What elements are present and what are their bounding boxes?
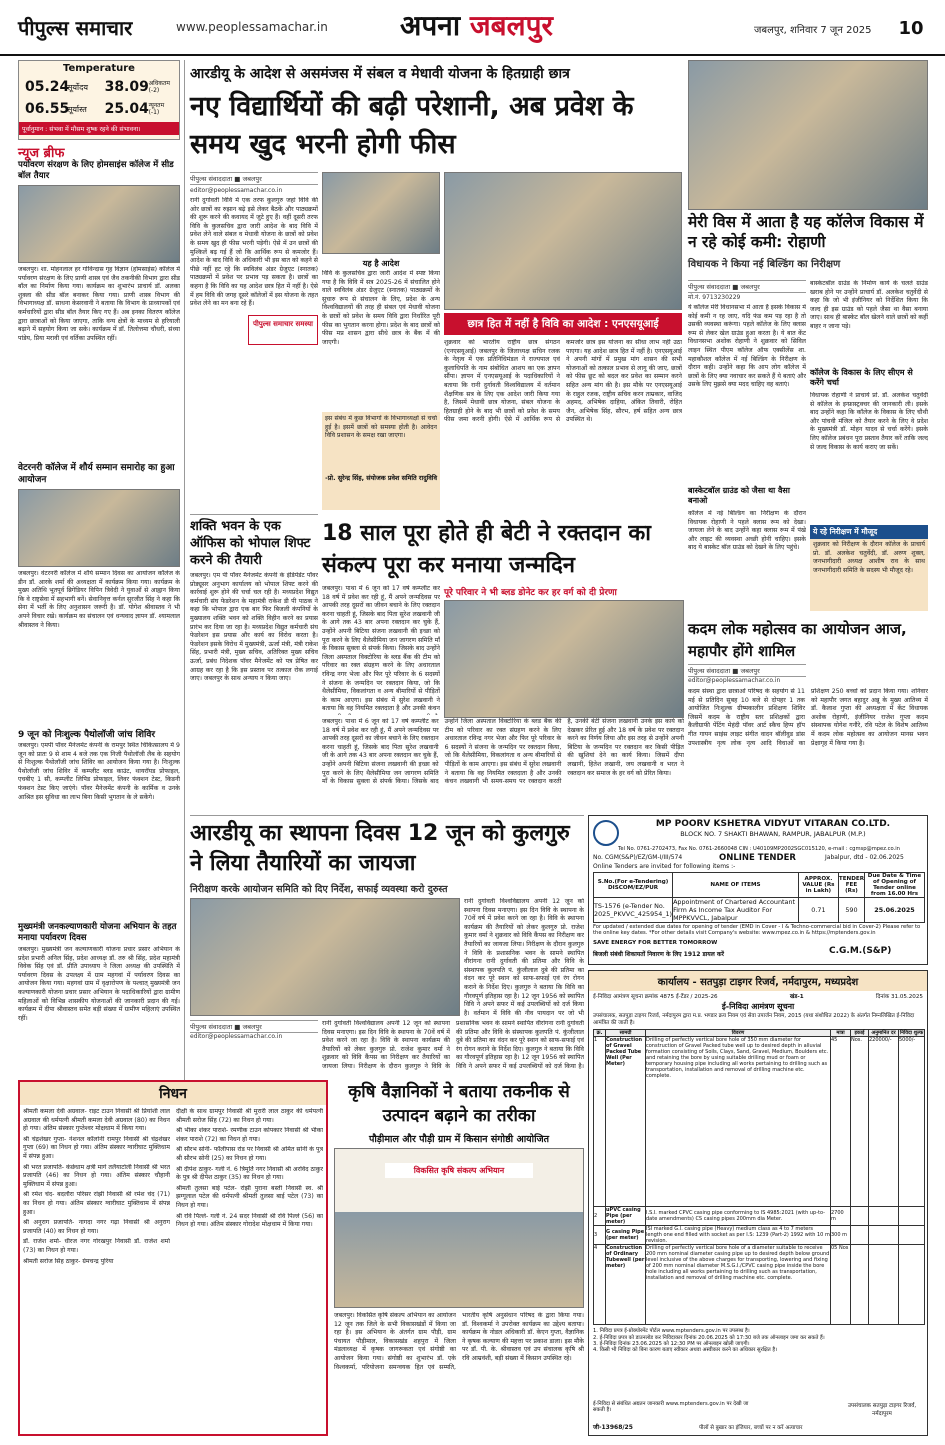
sunset-time: 06.55 xyxy=(25,101,70,117)
rdu-fees-headline: नए विद्यार्थियों की बढ़ी परेशानी, अब प्रवेश के समय खुद भरनी होगी फीस xyxy=(190,91,634,160)
brief-4-headline: मुख्यमंत्री जनकल्याणकारी योजना अभियान के तहत मनाया पर्यावरण दिवस xyxy=(18,922,177,943)
site-url[interactable]: www.peoplessamachar.in xyxy=(176,20,328,34)
college-visit-body: ये कॉलेज मेरी विधानसभा में आता है इसके विकास में कोई कमी न रह जाए, यदि फंड कम पड़ रहा है तो उसकी व्यवस्था करूंगा। पहले कॉलेज के लिए क्लास रूम से लेकर खेल ग्राउंड हुआ करता है। ये बात केंट विधानसभा अशोक रोहाणी ने शुक्रवार को सिविल लाइन स्थित पीएम कॉलेज ऑफ एक्सीलेंस शा. महाकौशल कॉलेज में नई बिल्डिंग के निरीक्षण के दौरान कही। उन्होंने कहा कि आप लोग कॉलेज में छात्रों के लिए क्या नवाचार कर सकते हैं ये बताएं और उसके लिए मुझसे क्या मदद चाहिए वह बताएं। xyxy=(688,304,806,389)
brief-2-headline: वेटरनरी कॉलेज में शौर्य सम्मान समारोह का हुआ आयोजन xyxy=(18,463,175,485)
nidhan-entry: श्रीमती तुलसा बाई पटेल- रांझी पुराना बस्ती निवासी स्व. श्री झग्गूलाल पटेल की धर्मपत्नी श्रीमती तुलसा बाई पटेल (73) का निधन हो गया। xyxy=(176,1184,323,1209)
rdu-fees-body-left: रानी दुर्गावती विवि में एक तरफ कुलगुरु जहां विवि की ओर छात्रों का रुझान बढ़े इसे लेकर बैठकें और पाठ्यक्रमों की शुरू करने की कवायद में जुटे हुए हैं। वहीं दूसरी तरफ विवि के कुलसचिव द्वारा जारी आदेश के बाद विवि में प्रवेश लेने वाले संबल व मेधावी योजना के छात्रों को प्रवेश के समय खुद ही फीस भरनी पड़ेगी। ऐसे में उन छात्रों की मुश्किलें बढ़ गई हैं जो कि आर्थिक रूप से कमजोर हैं। आदेश के बाद विवि के अधिकारी भी इस बात को कहने से पीछे नहीं हट रहे कि स्वविलंब अंडर ग्रेजुएट (स्नातक) पाठ्यक्रमों में प्रवेश पर प्रभाव पड़ सकता है। छात्रों का कहना है कि विवि का यह आदेश छात्र हित में नहीं है। ऐसे में हम विवि की जगह दूसरे कॉलेजों में इस योजना के तहत प्रवेश लेने का मन बना रहे हैं। xyxy=(190,197,318,308)
present-sidebar-body: शुक्रवार को निरीक्षण के दौरान कॉलेज के प्राचार्य प्रो. डॉ. अलकेश चतुर्वेदी, डॉ. अरुण शुक्ल, जनभागीदारी अध्यक्ष आशीष राव के साथ जनभागीदारी समिति के सदस्य भी मौजूद रहे। xyxy=(813,541,925,574)
nidhan-entry: दीक्षी के साथ ग्रामपुर निवासी श्री मुरारी लाल ठाकुर की धर्मपत्नी श्रीमती सरोज सिंह (72) का निधन हो गया। xyxy=(176,1108,323,1124)
mla-visit-photo xyxy=(688,60,928,210)
rdu-fees-byline-box xyxy=(190,172,318,194)
college-visit-deck: विधायक ने किया नई बिल्डिंग का निरीक्षण xyxy=(688,259,841,270)
vvn-logo xyxy=(593,820,619,846)
row-rate xyxy=(869,1245,899,1325)
nidhan-entry: श्री दीपेश ठाकुर- गली नं. 6 त्रिमूर्ति नगर निवासी श्री अरविंद ठाकुर के पुत्र श्री दीपेश ठाकुर (35) का निधन हो गया। xyxy=(176,1165,323,1182)
blood-donation-deck: पूरे परिवार ने भी ब्लड डोनेट कर हर वर्ग को दी प्रेरणा xyxy=(444,588,617,598)
vvn-table xyxy=(593,872,925,923)
satpura-col: इकाई xyxy=(851,1030,869,1037)
nidhan-entry: श्री अनुराग प्रजापति- नागदा नगर गढ़ा निवासी श्री अनुराग प्रजापति (40) का निधन हो गया। xyxy=(23,1219,170,1235)
brief-1-photo xyxy=(18,185,180,263)
vvn-company: MP POORV KSHETRA VIDYUT VITARAN CO.LTD. xyxy=(655,819,891,829)
rdu-fees-kicker: आरडीयू के आदेश से असमंजस में संबल व मेधावी योजना के हितग्राही छात्र xyxy=(190,66,570,82)
satpura-subtitle: ई-निविदा आमंत्रण सूचना xyxy=(721,1002,795,1011)
forecast: पूर्वानुमान : संभवा में मौसम शुष्क रहने की संभावना। xyxy=(19,122,179,135)
rdu-foundation-email[interactable]: editor@peoplessamachar.co.in xyxy=(190,1033,283,1040)
row-spec: ISI marked G.I. casing pipe (Heavy) medium class as 4 to 7 meters length one end filled with socket as per I.S: 1239 (Part-2) 1992 with 10 m revision. xyxy=(646,1226,830,1245)
satpura-table xyxy=(593,1029,925,1325)
vvn-cell-item: Appointment of Chartered Accountant Firm As Income Tax Auditor For MPPKVVCL, Jabalpur xyxy=(673,898,799,923)
row-qty: 45 xyxy=(831,1037,851,1207)
row-unit: Nos. xyxy=(851,1037,869,1207)
rdu-fees-email[interactable]: editor@peoplessamachar.co.in xyxy=(190,187,283,194)
row-spec: I.S.I. marked CPVC casing pipe conforming to IS 4985:2021 (with up-to-date amendments) CS casing pipes 200mm dia Meter. xyxy=(646,1207,831,1226)
brief-1 xyxy=(18,160,180,481)
blood-donation-photo xyxy=(444,600,684,718)
row-item: Construction of Ordinary Tubewell (per meter) xyxy=(606,1245,646,1325)
vvn-col-item: NAME OF ITEMS xyxy=(673,873,799,898)
news-brief-label: न्यूज ब्रीफ xyxy=(18,146,65,161)
vvn-date: Jabalpur, dtd - 02.06.2025 xyxy=(825,854,904,861)
satpura-col: क्र. xyxy=(594,1030,606,1037)
vvn-col-due: Due Date & Time of Opening of Tender online from 16.00 Hrs xyxy=(865,873,925,898)
nidhan-title: निधन xyxy=(20,1082,326,1105)
table-row xyxy=(594,1226,925,1245)
min-temp: 25.04 xyxy=(104,101,149,117)
rdu-foundation-body-side: रानी दुर्गावती विश्वविद्यालय अपनी 12 जून को स्थापना दिवस मनाएगा। इस दिन विवि के स्थापना के 70वें वर्ष में प्रवेश करने जा रहा है। विवि के स्थापना कार्यक्रम की तैयारियों को लेकर कुलगुरु प्रो. राजेश कुमार वर्मा ने शुक्रवार को विवि कैंपस का निरीक्षण कर तैयारियों का जायजा लिया। निरीक्षण के दौरान कुलगुरु ने विवि के प्रशासनिक भवन के सामने स्थापित वीरांगना रानी दुर्गावती की प्रतिमा और विवि के संस्थापक कुलपति पं. कुंजीलाल दुबे की प्रतिमा का वंदन कर पूरे स्थान को साफ-सफाई एवं रंग रोगन कराने के निर्देश दिए। कुलगुरु ने बताया कि विवि का गौरवपूर्ण इतिहास रहा है। 12 जून 1956 को स्थापित विवि ने अपने सफर में कई उपलब्धियों को दर्ज किया है। वर्तमान में विवि की नीव पायदान पर जो भी xyxy=(464,898,584,1016)
satpura-footer-ref: जी-13968/25 xyxy=(593,1424,633,1431)
satpura-intro: उपसंचालक, सतपुड़ा टाइगर रिजर्व, नर्मदापुरम द्वारा म.प्र. भण्डार क्रय नियम एवं सेवा उपार्जन नियम, 2015 (यथा संशोधित 2022) के अंतर्गत निम्नलिखित ई-निविदा आमंत्रित की जाती है। xyxy=(593,1013,915,1026)
sunrise-time: 05.24 xyxy=(25,79,70,95)
blood-donation-body-b: जबलपुर। पाथा में 6 जून को 17 वर्ष कम्प्लीट कर 18 वर्ष में प्रवेश कर रही हूं, मैं अपने जन्मदिवस पर आपकी तरह दूसरों का जीवन बचाने के लिए रक्तदान करना चाहती हूं, जिसके बाद पिता सुरेश लखवानी जी के आगे तक 43 बार अपना रक्तदान कर चुके हैं, उन्होंने अपनी बिटिया संजना लखवानी की इच्छा को पूरा करने के लिए थैलेसीमिया जन जागरण समिति माँ के विकास सुक्ला से संपर्क किया। जिसके बाद उन्होंने जिला अस्पताल विक्टोरिया के ब्लड बैंक की टीम को परिवार का रक्त संग्रहण करने के लिए अधारताल रविन्द्र नगर भेजा और फिर पूरे परिवार के 6 सदस्यों ने संजना के जन्मदिन पर रक्तदान किया, जो कि थैलेसीमिया, विकलांगता व अन्य बीमारियों से पीड़ितों के काम आएगा। इस संबंध में सुरेश लखवानी ने बताया कि वह नियमित रक्तदाता है और उनकी कंचन लखवानी भी समय-समय पर रक्तदान करती है, उनकी बेटी संजना लखवानी उनके इस कार्य को देखकर प्रेरित हुई और 18 वर्ष के प्रवेश पर रक्तदान करने का निर्णय लिया और इस तरह से उन्होंने अपनी बिटिया के जन्मदिन पर रक्तदान कर किसी पीड़ित की खुशियां देने का कार्य किया। जिसमें दीपा लखानी, हितेश लखानी, जय लखवानी व भरत ने रक्तदान कर समाज के हर वर्ग को प्रेरित किया। xyxy=(322,718,684,786)
satpura-date: दिनांक 31.05.2025 xyxy=(875,994,923,1000)
college-visit-byline-box xyxy=(688,280,806,301)
temperature-title: Temperature xyxy=(63,63,135,74)
brief-1-body: जबलपुर। शा. मोहनलाल हर गोविन्दास गृह विज्ञान (होमसाइंस) कॉलेज में पर्यावरण संरक्षण के लिए प्राणी शास्त्र एवं जैव तकनीकी विभाग द्वारा सीड बॉल का निर्माण किया गया। कार्यक्रम का शुभारंभ प्राचार्य डॉ. अलका शुक्ला की सीड बॉल बनाकर किया गया। प्राणी शास्त्र विभाग की विभागाध्यक्ष डॉ. साधना केसरवानी ने बताया कि विभाग के प्राध्यापकों एवं कर्मचारियों द्वारा सीड बॉल तैयार किए गए हैं। अब इनका वितरण कॉलेज द्वारा छात्राओं को किया जाएगा, ताकि वन्य क्षेत्रों के माध्यम से हरियाली बढ़ाने में सहयोग किया जा सके। कार्यक्रम में डॉ. तिलोत्तमा चौधरी, संध्या पांडेय, प्रिया मरावी एवं वर्तिका उपस्थित रहीं। xyxy=(18,266,180,342)
brand-logo: पीपुल्स समाचार xyxy=(18,16,133,40)
nidhan-entry: श्रीमती सरोज सिंह ठाकुर- ग्रेमचन्द्र पुरिया xyxy=(23,1257,114,1265)
section-title xyxy=(400,6,553,44)
row-item: G casing Pipe (per meter) xyxy=(606,1226,646,1245)
row-no: 2 xyxy=(594,1207,606,1226)
row-no: 3 xyxy=(594,1226,606,1245)
nidhan-entry: श्री भीका शंकर पाराशे- रमणीक टाउन कोपकार निवासी श्री भीका शंकर पाराशे (72) का निधन हो गया। xyxy=(176,1127,323,1143)
rdu-foundation-byline-box xyxy=(190,1020,318,1040)
rdu-order-text: विवि के कुलसचिव द्वारा जारी आदेश में स्पष्ट किया गया है कि विवि में सत्र 2025-26 में संचालित होने वाले स्वविलंब अंडर ग्रेजुएट (स्नातक) पाठ्यक्रमों के सुचारु रूप से संचालन के लिए, प्रदेश के अन्य विश्वविद्यालयों की तरह ही संबल एवं मेधावी योजना के छात्रों को प्रवेश के समय विवि द्वारा निर्धारित पूरी फीस का भुगतान करना होगा। प्रदेश के बाद छात्रों को फीस मप्र शासन द्वारा सीधे छात्र के बैंक में की जाएगी। xyxy=(322,270,440,346)
rdu-quote-box xyxy=(322,412,440,510)
satpura-footer-mid: पीलों से बुखार का इंजियार, बच्चों पर न करें अत्याचार xyxy=(699,1425,803,1431)
vvn-ref: No. CGM(S&P)/EZ/GM-I/III/574 xyxy=(593,854,683,861)
vvn-cell-value: 0.71 xyxy=(798,898,838,923)
nidhan-entry: श्री सौरभ सोनी- फॉलीपास रोड पर निवासी श्री अमित सोनी के पुत्र श्री सौरभ सोनी (25) का निधन हो गया। xyxy=(176,1146,323,1162)
satpura-note: 2. ई-निविदा प्रपत्र को डाउनलोड कर निविदाकार दिनांक 20.06.2025 को 17:30 बजे तक ऑनलाइन जमा कर सकते हैं। xyxy=(593,1334,825,1341)
satpura-footer-left: ई-निविदा से संबंधित अद्यतन जानकारी www.mptenders.gov.in पर देखी जा सकती है। xyxy=(593,1401,749,1414)
college-visit-body-2: कॉलेज में नई बिल्डिंग का निरीक्षण के दौरान विधायक रोहाणी ने पहले क्लास रूम को देखा। जायजा लेने के बाद उन्होंने कहा क्लास रूम में पंखे और लाइट की व्यवस्था अच्छी होनी चाहिए। इसके बाद ये बास्केट बॉल ग्राउंड को देखने के लिए पहुंचे। xyxy=(688,510,806,552)
satpura-col: मात्रा xyxy=(831,1030,851,1037)
max-temp: 38.09 xyxy=(104,79,149,95)
row-unit xyxy=(851,1245,869,1325)
vvn-footer-1: For updated / extended due dates for opening of tender (EMD in Cover - I & Techno-commercial bid in Cover-2) Please refer to the online key dates. *For other details visit Company's website: www.mpez.co.in & https://mptenders.gov.in xyxy=(593,924,921,937)
vvn-address: BLOCK NO. 7 SHAKTI BHAWAN, RAMPUR, JABALPUR (M.P.) xyxy=(680,830,866,838)
krishi-body: जबलपुर। विकसित कृषि संकल्प अभियान का आयोजन 12 जून तक जिले के सभी विकासखंडों में किया जा रहा है। इस अभियान के अंतर्गत ग्राम पौड़ी, ग्राम पंचायत पौड़ीमाल, विकासखंड शहपुरा में जिला मंडलाध्यक्ष में कृषक जागरूकता एवं संगोष्ठी का आयोजन किया गया। संगोष्ठी का शुभारंभ डॉ. एके विश्वकर्मा, परियोजना समन्वयक हित एवं सम्मति, भारतीय कृषि अनुसंधान परिषद के द्वारा किया गया। डॉ. विश्वकर्मा ने उपरोक्त कार्यक्रम का उद्देश्य बताया। कार्यक्रम के नोडल अधिकारी डॉ. केएन गुप्ता, वैज्ञानिक ने कृषक कल्याण की महत्ता पर प्रकाश डाला। इस मौके पर डॉ. पी. के. श्रीवास्तव एवं उप संचालक कृषि श्री रवि आम्रवंशी, बड़ी संख्या में किसान उपस्थित रहे। xyxy=(334,1312,584,1371)
foundation-divider xyxy=(190,815,584,816)
sunrise-label: सूर्योदय xyxy=(67,82,89,92)
nidhan-entry: डॉ. राजेश शर्मा- धीरज नगर गोरखपुर निवासी डॉ. राजेश शर्मा (73) का निधन हो गया। xyxy=(23,1238,170,1254)
satpura-title: कार्यालय - सतपुड़ा टाइगर रिजर्व, नर्मदापुरम, मध्यप्रदेश xyxy=(589,971,927,991)
kadam-lok-body: कदम संस्था द्वारा छात्राओं परिषद के सहयोग से 11 मई से प्रतिदिन सुबह 10 बजे से दोपहर 1 तक आयोजित निःशुल्क ग्रीष्मकालीन प्रशिक्षण शिविर जिसमें कदम के राष्ट्रीय स्तर प्रशिक्षकों द्वारा कैलीग्राफी पेंटिंग मेहंदी पॉवर आर्ट स्कैच हिप्प हॉप गीत गायन साइंस लाइट संगीत वादन बॉलीवुड डांस उपशास्त्रीय नृत्य लोक नृत्य आदि विधाओं का प्रशिक्षण 250 बच्चों को प्रदान किया गया। शनिवार को महापौर जगत बहादुर अन्नू के मुख्य आतिथ्य में डॉ. कैलाश गुप्ता की अध्यक्षता में केंट विधायक अशोक रोहाणी, इंजीनियर राजेश गुप्ता कदम संस्थापक योगेश गनौरे, रवि पटेल के विशेष आतिथ्य में कदम लोक महोत्सव का आयोजन मानस भवन प्रेक्षागृह में किया गया है। xyxy=(688,688,928,747)
college-visit-subhead-2: कॉलेज के विकास के लिए सीएम से करेंगे चर्चा xyxy=(810,368,913,387)
row-fee: 5000/- xyxy=(899,1037,925,1207)
present-sidebar xyxy=(810,525,928,611)
vvn-signature: C.G.M.(S&P) xyxy=(829,946,892,956)
nsui-banner: छात्र हित में नहीं है विवि का आदेश : एनएसयूआई xyxy=(444,313,682,335)
vvn-cell-due: 25.06.2025 xyxy=(865,898,925,923)
shakti-bhawan-body: जबलपुर। एम पी पॉवर मैनेजमेंट कंपनी के इंडिपेंडेंट पॉवर प्रोड्यूसर अनुभाग कार्यालय को भोपाल शिफ्ट करने की कार्रवाई शुरू होने की चर्चा चल रही है। मध्यप्रदेश विद्युत कर्मचारी संघ फेडरेशन के महामंत्री राकेश डी पी पाठक ने कहा कि भोपाल द्वारा एक बार फिर बिजली कंपनियों के मुख्यालय शक्ति भवन को शक्ति विहीन करने का प्रयास प्रारंभ कर दिया जा रहा है। मध्यप्रदेश विद्युत कर्मचारी संघ फेडरेशन इस प्रयास और कार्य का विरोध करता है। फेडरेशन इसके विरोध में मुख्यमंत्री, ऊर्जा मंत्री, मंत्री राकेश सिंह, प्रभारी मंत्री, मुख्य सचिव, अतिरिक्त मुख्य सचिव ऊर्जा, प्रबंध निदेशक पॉवर मैनेजमेंट को पत्र प्रेषित कर आग्रह कर रहा है कि इस प्रस्ताव पर तत्काल रोक लगाई जाए। जबलपुर के साथ अन्याय न किया जाए। xyxy=(190,572,318,683)
sunset-label: सूर्यास्त xyxy=(67,104,87,114)
brief-2-body: जबलपुर। वेटरनरी कॉलेज में शौर्य सम्मान दिवस का आयोजन कॉलेज के डीन डॉ. आरके शर्मा की अध्यक्षता में कार्यक्रम किया गया। कार्यक्रम के मुख्य अतिथि भूतपूर्व ब्रिगेडियर विपिन त्रिवेदी ने युवाओं से आह्वान किया कि वे राष्ट्रसेवा में सहभागी बनें। सेवानिवृत्त कर्नल सुरजीत सिंह ने कहा कि सेना में भर्ती के लिए अनुशासन जरूरी है। डॉ. योगेश श्रीवास्तव ने भी अपने विचार रखे। कार्यक्रम का संचालन एवं धन्यवाद ज्ञापन डॉ. श्यामलाल श्रीवास्तव ने किया। xyxy=(18,570,180,629)
rdu-foundation-photo xyxy=(190,898,460,1016)
table-row xyxy=(594,1245,925,1325)
temperature-box xyxy=(18,60,180,140)
brief-4-body: जबलपुर। मुख्यमंत्री जन कल्याणकारी योजना प्रचार प्रसार अभियान के प्रदेश प्रभारी अनिल सिंह, प्रदेश आध्यक्ष डॉ. तरु श्री सिंह, प्रदेश महामंत्री विवेक सिंह एवं डॉ. प्रीति उपाध्याय ने जिला अध्यक्ष की उपस्थिति में पर्यावरण दिवस के उपलक्ष्य में ग्राम महगवां में पर्यावरण दिवस का आयोजन किया गया। महगवां ग्राम में वृक्षारोपण के पश्चात् मुख्यमंत्री जन कल्याणकारी योजना प्रचार प्रसार अभियान के पदाधिकारियों द्वारा ग्रामीण महिलाओं को विभिन्न शासकीय योजनाओं की जानकारी प्रदान की गई। कार्यक्रम में दीपा श्रीवास्तव समेत बड़ी संख्या में ग्रामीण महिलाएं उपस्थित रहीं। xyxy=(18,946,180,1022)
nidhan-box xyxy=(18,1080,328,1436)
blood-donation-headline: 18 साल पूरा होते ही बेटी ने रक्तदान का संकल्प पूरा कर मनाया जन्मदिन xyxy=(322,521,651,578)
satpura-ref: ई-निविदा आमंत्रण सूचना क्रमांक 4875 ई-टेंडर / 2025-26 xyxy=(593,994,718,1000)
dateline: जबलपुर, शनिवार 7 जून 2025 xyxy=(754,25,872,36)
rdu-foundation-deck: निरीक्षण करके आयोजन समिति को दिए निर्देश, सफाई व्यवस्था करो दुरुस्त xyxy=(190,884,448,895)
krishi-photo-banner: विकसित कृषि संकल्प अभियान xyxy=(385,1163,533,1178)
section-city: जबलपुर xyxy=(469,9,553,42)
vvn-footer-3: बिजली संबंधी शिकायतों निवारण के लिए 1912 डायल करें xyxy=(593,951,724,958)
satpura-note: 3. ई-निविदा दिनांक 23.06.2025 को 12:30 PM पर ऑनलाइन खोली जाएगी। xyxy=(593,1341,750,1347)
shakti-divider-top xyxy=(190,514,318,515)
satpura-note: 4. किसी भी निविदा को बिना कारण बताए स्वीकार अथवा अस्वीकार करने का अधिकार सुरक्षित है। xyxy=(593,1347,778,1354)
rdu-quote-text: इस संबंध में कुछ विभागों के विभागाध्यक्षों से चर्चा हुई है। इसमें छात्रों को समस्या होती है। आवेदन विवि प्रशासन के समक्ष रखा जाएगा। xyxy=(325,415,437,440)
vvn-footer-2: SAVE ENERGY FOR BETTER TOMORROW xyxy=(593,940,718,946)
satpura-note: 1. निविदा प्रपत्र ई-प्रोक्योरमेंट पोर्टल www.mptenders.gov.in पर उपलब्ध है। xyxy=(593,1328,750,1335)
satpura-col: निविदा शुल्क xyxy=(899,1030,924,1037)
nidhan-entry: श्री भरत प्रजापति- कंछेधाम क्षत्री मार्ग तलैयाटोली निवासी श्री भरत प्रजापति (46) का निधन हो गया। अंतिम संस्कार चौहानी मुक्तिधाम में संपन्न हुआ। xyxy=(23,1163,170,1188)
brief-2 xyxy=(18,462,180,708)
section-apna: अपना xyxy=(400,9,461,42)
nidhan-entry: श्रीमती कमला देवी अग्रवाल- राइट टाउन निवासी श्री प्रियांशी लाल अग्रवाल की धर्मपत्नी श्रीमती कमला देवी अग्रवाल (80) का निधन हो गया। अंतिम संस्कार गुप्तेश्वर मोक्षधाम में किया गया। xyxy=(23,1108,170,1133)
row-rate xyxy=(869,1226,899,1245)
shakti-bhawan-headline: शक्ति भवन के एक ऑफिस को भोपाल शिफ्ट करने की तैयारी xyxy=(190,519,311,568)
nsui-memorandum-photo xyxy=(444,172,682,310)
min-label: न्यूनतम (-1) xyxy=(148,102,165,116)
present-sidebar-title: ये रहे निरीक्षण में मौजूद xyxy=(810,525,928,539)
krishi-photo xyxy=(334,1148,584,1308)
samasya-box: पीपुल्स समाचार समस्या xyxy=(248,315,318,345)
krishi-headline: कृषि वैज्ञानिकों ने बताया तकनीक से उत्पादन बढ़ाने का तरीका xyxy=(348,1082,570,1126)
masthead xyxy=(0,0,945,56)
nidhan-entry: श्री रवि पिल्ले- गली नं. 24 सदर निवासी श्री रवि पिल्ले (56) का निधन हो गया। अंतिम संस्कार गोरादेश मोक्षधाम में किया गया। xyxy=(176,1212,323,1229)
brief-3-body: जबलपुर। एमपी पॉवर मैनेजमेंट कंपनी के रामपुर स्थित चिकित्सालय में 9 जून को प्रातः 9 से शाम 4 बजे तक एक निजी पैथोलॉजी लैब के सहयोग से निःशुल्क पैथोलॉजी जांच शिविर का आयोजन किया गया है। निःशुल्क पैथोलॉजी जांच शिविर में कम्प्लीट ब्लड काउंट, थायरॉयड प्रोफाइल, एचबीए 1 सी, कम्प्लीट लिपिड प्रोफाइल, लिवर फंक्शन टेस्ट, किडनी फंक्शन टेस्ट किए जाएंगे। पॉवर मैनेजमेंट कंपनी के कार्मिक व उनके आश्रित इस सुविधा का लाभ बिना किसी भुगतान के ले सकेंगे। xyxy=(18,742,180,801)
table-row xyxy=(594,1037,925,1207)
max-label: अधिकतम (-2) xyxy=(148,80,171,94)
satpura-col: विवरण xyxy=(646,1030,831,1037)
rdu-foundation-headline: आरडीयू का स्थापना दिवस 12 जून को कुलगुरु ने लिया तैयारियों का जायजा xyxy=(190,821,570,876)
rdu-quote-author: -प्रो. सुरेन्द्र सिंह, संयोजक प्रवेश समिति रादुविवि xyxy=(325,474,437,482)
vvn-tender xyxy=(588,815,928,965)
vvn-cell-fee: 590 xyxy=(838,898,864,923)
vvn-intro: Online Tenders are invited for following items :- xyxy=(593,863,736,870)
row-qty: 05 Nos xyxy=(831,1245,851,1325)
vvn-col-sno: S.No.(For e-Tendering) DISCOM/EZ/PUR xyxy=(594,873,673,898)
row-spec: Drilling of perfectly vertical bore hole of a diameter suitable to receive 200 mm nominal diameter casing pipe up to desired depth below ground level inclusive of the above charges for transporting, lowering and fixing of 200 mm nominal diameter M.S.G.I./CPVC casing pipe inside the bore hole including all works pertaining to drilling such as transportation, installation and removal of drilling machine etc. complete. xyxy=(646,1245,831,1325)
nsui-body: शुक्रवार को भारतीय राष्ट्रीय छात्र संगठन (एनएसयूआई) जबलपुर के जिलाध्यक्ष सचिन रजक के नेतृत्व में एक प्रतिनिधिमंडल ने राज्यपाल एवं कुलाधिपति के नाम संबोधित आशय का एक ज्ञापन सौंपा। ज्ञापन में एनएसयूआई के पदाधिकारियों ने बताया कि रानी दुर्गावती विश्वविद्यालय में वर्तमान शैक्षणिक सत्र के लिए एक आदेश जारी किया गया है, जिसमें मेधावी छात्र योजना, संबल योजना के हितग्राही होने के बाद भी छात्रों को प्रवेश के समय फीस जमा करनी होगी। ऐसे में आर्थिक रूप से कमजोर छात्र इस योजना का सीधा लाभ नहीं उठा पाएगा। यह आदेश छात्र हित में नहीं है। एनएसयूआई ने अपनी मांगों में प्रमुख मांग शासन की सभी योजनाओं को तत्काल प्रभाव से लागू की जाए, छात्रों को फीस छूट को बदल कर प्रवेश का सम्मान करने सहित अन्य मांग की है। इस मौके पर एनएसयूआई के राहुल रजक, राष्ट्रीय सचिव करन ताम्रकार, वाजिद अहमद, अभिषेक दाहिया, अंकित तिवारी, रोहित जैन, अभिषेक सिंह, सौरभ, हर्ष सहित अन्य छात्र उपस्थित थे। xyxy=(444,339,682,424)
row-spec: Drilling of perfectly vertical bore hole of 350 mm diameter for construction of Gravel Packed tube well up to desired depth in alluvial formation consisting of Soils, Clays, Sand, Gravel, Medium, Boulders etc. and retaining the bore by using suitable drilling mud or foam or temporary housing pipe including all works pertaining to drilling such as transportation, installation and removal of drilling machine etc. complete. xyxy=(646,1037,831,1207)
satpura-signature: उपसंचालक सतपुड़ा टाइगर रिजर्व, नर्मदापुरम xyxy=(847,1403,917,1417)
row-item: Construction of Gravel Packed Tube Well (Per Meter) xyxy=(606,1037,646,1207)
rdu-fees-byline: पीपुल्स संवाददाता ■ जबलपुर xyxy=(190,172,318,185)
college-visit-body-3: बास्केटबॉल ग्राउंड के निर्माण कार्य के चलते ग्राउंड खराब होने पर उन्होंने प्राचार्य डॉ. अलकेश चतुर्वेदी से कहा कि जो भी इंजीनियर को निर्देशित किया कि जल्द ही इस ग्राउंड को पहले जैसा था वैसा बनाया जाए। साथ ही बास्केट बॉल खेलने वाले छात्रों को कहीं बाहर न जाना पड़े। xyxy=(810,280,928,330)
row-rate: 220000/- xyxy=(869,1037,899,1207)
college-visit-headline: मेरी विस में आता है यह कॉलेज विकास में न रहे कोई कमी: रोहाणी xyxy=(688,213,924,251)
vvn-title: ONLINE TENDER xyxy=(719,853,796,863)
brief-3-headline: 9 जून को निःशुल्क पैथोलॉजी जांच शिविर xyxy=(18,730,156,740)
satpura-tender xyxy=(588,970,928,1436)
row-rate xyxy=(869,1207,899,1226)
satpura-col: अनुमानित दर xyxy=(869,1030,899,1037)
vvn-cell-sno: TS-1576 (e-Tender No. 2025_PKVVC_425954_1) xyxy=(594,898,673,923)
college-visit-body-4: विधायक रोहाणी ने प्राचार्य प्रो. डॉ. अलकेश चतुर्वेदी से कॉलेज के इन्फ्रास्ट्रक्चर की जानकारी ली। इसके बाद उन्होंने कहा कि कॉलेज के विकास के लिए चौथी और पांचवी मंजिल को तैयार करने के लिए वे प्रदेश के मुख्यमंत्री डॉ. मोहन यादव से चर्चा करेंगे। इसके लिए कॉलेज प्रबंधन पूरा प्रस्ताव तैयार करें ताकि जल्द से जल्द विकास के कार्य कराए जा सकें। xyxy=(810,392,928,451)
kadam-lok-headline: कदम लोक महोत्सव का आयोजन आज, महापौर होंगे शामिल xyxy=(688,620,907,660)
vvn-col-fee: TENDER FEE (Rs) xyxy=(838,873,864,898)
row-unit xyxy=(851,1207,869,1226)
row-qty: 300 m xyxy=(831,1226,851,1245)
row-no: 1 xyxy=(594,1037,606,1207)
vvn-contact: Tel No. 0761-2702473, Fax No. 0761-2660048 CIN : U40109MP2002SGC015120, e-mail : cgmsp@mpez.co.in xyxy=(618,846,900,852)
vvn-col-value: APPROX. VALUE (Rs in Lakh) xyxy=(798,873,838,898)
satpura-khand: खंड-1 xyxy=(789,994,804,1000)
rdu-foundation-body: रानी दुर्गावती विश्वविद्यालय अपनी 12 जून को स्थापना दिवस मनाएगा। इस दिन विवि के स्थापना के 70वें वर्ष में प्रवेश करने जा रहा है। विवि के स्थापना कार्यक्रम की तैयारियों को लेकर कुलगुरु प्रो. राजेश कुमार वर्मा ने शुक्रवार को विवि कैंपस का निरीक्षण कर तैयारियों का जायजा लिया। निरीक्षण के दौरान कुलगुरु ने विवि के प्रशासनिक भवन के सामने स्थापित वीरांगना रानी दुर्गावती की प्रतिमा और विवि के संस्थापक कुलपति पं. कुंजीलाल दुबे की प्रतिमा का वंदन कर पूरे स्थान को साफ-सफाई एवं रंग रोगन कराने के निर्देश दिए। कुलगुरु ने बताया कि विवि का गौरवपूर्ण इतिहास रहा है। 12 जून 1956 को स्थापित विवि ने अपने सफर में कई उपलब्धियों को दर्ज किया है। xyxy=(322,1020,584,1070)
row-no: 4 xyxy=(594,1245,606,1325)
row-qty: 2700 m xyxy=(831,1207,851,1226)
brief-2-photo xyxy=(18,489,180,567)
row-fee xyxy=(899,1207,925,1226)
page-number: 10 xyxy=(898,18,924,39)
table-row xyxy=(594,1207,925,1226)
blood-donation-body-a: जबलपुर। पाथा में 6 जून को 17 वर्ष कम्प्लीट कर 18 वर्ष में प्रवेश कर रही हूं, मैं अपने जन्मदिवस पर आपकी तरह दूसरों का जीवन बचाने के लिए रक्तदान करना चाहती हूं, जिसके बाद पिता सुरेश लखवानी जी के आगे तक 43 बार अपना रक्तदान कर चुके हैं, उन्होंने अपनी बिटिया संजना लखवानी की इच्छा को पूरा करने के लिए थैलेसीमिया जन जागरण समिति माँ के विकास सुक्ला से संपर्क किया। जिसके बाद उन्होंने जिला अस्पताल विक्टोरिया के ब्लड बैंक की टीम को परिवार का रक्त संग्रहण करने के लिए अधारताल रविन्द्र नगर भेजा और फिर पूरे परिवार के 6 सदस्यों ने संजना के जन्मदिन पर रक्तदान किया, जो कि थैलेसीमिया, विकलांगता व अन्य बीमारियों से पीड़ितों के काम आएगा। इस संबंध में सुरेश लखवानी ने बताया कि वह नियमित रक्तदाता है और उनकी कंचन xyxy=(322,585,440,713)
kadam-lok-email[interactable]: editor@peoplessamachar.co.in xyxy=(688,677,781,684)
rdu-building-photo xyxy=(322,172,440,254)
rdu-foundation-byline: पीपुल्स संवाददाता ■ जबलपुर xyxy=(190,1020,318,1033)
brief-1-headline: पर्यावरण संरक्षण के लिए होमसाइंस कॉलेज में सीड बॉल तैयार xyxy=(18,160,174,181)
college-visit-phone: मो.नं. 9713230229 xyxy=(688,294,741,301)
nidhan-entry: श्री रमेश चंद- बदलौरा परिसर रांझी निवासी श्री रमेश चंद (71) का निधन हो गया। अंतिम संस्कार ग्वारीघाट मुक्तिधाम में संपन्न हुआ। xyxy=(23,1191,170,1216)
krishi-deck: पौड़ीमाल और पौड़ी ग्राम में किसान संगोष्ठी आयोजित xyxy=(368,1134,550,1145)
college-visit-subhead-1: बास्केटबॉल ग्राउंड को जैसा था वैसा बनाओ xyxy=(688,486,790,505)
row-unit xyxy=(851,1226,869,1245)
kadam-lok-byline: पीपुल्स संवाददाता ■ जबलपुर xyxy=(688,664,806,677)
nidhan-entry: श्री चंद्रशेखर गुप्ता- नेशनल कॉलोनी रामपुर निवासी श्री चंद्रशेखर गुप्ता (69) का निधन हो गया। अंतिम संस्कार ग्वारीघाट मुक्तिधाम में संपन्न हुआ। xyxy=(23,1135,170,1160)
college-visit-byline: पीपुल्स संवाददाता ■ जबलपुर xyxy=(688,280,806,293)
row-fee xyxy=(899,1226,925,1245)
kadam-lok-byline-box xyxy=(688,664,806,684)
row-fee xyxy=(899,1245,925,1325)
row-item: uPVC casing Pipe (per meter) xyxy=(606,1207,646,1226)
satpura-col: सामग्री xyxy=(606,1030,646,1037)
brief-3 xyxy=(18,730,180,917)
rdu-order-caption: यह है आदेश xyxy=(362,259,400,268)
